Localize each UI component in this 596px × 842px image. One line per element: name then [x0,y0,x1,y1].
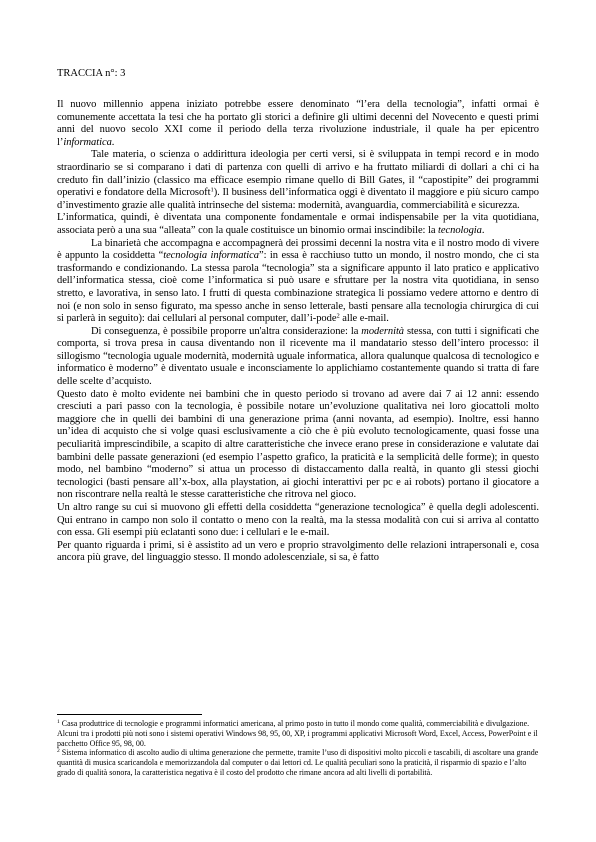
text-run: alle e-mail. [339,313,389,325]
text-run: Questo dato è molto evidente nei bambini che in questo periodo si trovano ad avere dai 7 ai 12 anni: essendo cresciuti a pari passo con la tecnologia, è possibile notare un’evoluzione qualitativa nei loro giocattoli molto maggiore che in quelli dei bambini di una generazione prima (anni novanta, ad esempio). Inoltre, essi hanno un’idea di acquisto che si volge quasi esclusivamente a ciò che è più evoluto tecnologicamente, quasi fosse una peculiarità imprescindibile, a scapito di altre caratteristiche che invece erano prese in considerazione e valutate dai bambini delle passate generazioni (ed esempio l’aspetto grafico, la praticità e la semplicità delle forme); in questo modo, nel bambino “moderno” si attua un processo di distaccamento dalla realtà, in quanto gli stessi giochi tecnologici (basti pensare all’x-box, alla playstation, ai giochi interattivi per pc e ai robots) portano il giocatore a non riscontrare nella realtà le stesse caratteristiche che ritrova nel gioco. [57,388,539,501]
body-paragraph [57,502,539,540]
footnote-text: Sistema informatico di ascolto audio di ultima generazione che permette, tramite l’uso di dispositivi molto piccoli e tascabili, di ascoltare una grande quantità di musica scaricandola e memorizzandola dal computer o dai lettori cd. Le qualità peculiari sono la praticità, il risparmio di spazio e l’alto grado di qualità sonora, la caratteristica negativa è il costo del prodotto che rimane ancora ad alti livelli di portabilità. [57,748,539,777]
text-run: ”: in essa è racchiuso tutto un mondo, il nostro mondo, che ci sta trasformando e condizionando. La stessa parola “tecnologia” sta a significare appunto il lato pratico e applicativo dell’informatica stessa, cioè come l’informatica si può usare e sfruttare per la nostra vita quotidiana, in senso stretto, e lavorativa, in senso lato. I frutti di questa combinazione strategica li possiamo vedere attorno e dentro di noi (e non solo in senso figurato, ma spesso anche in senso letterale, basti pensare alla tecnologia chirurgica di cui si parlerà in seguito): dai cellulari al personal computer, dall’i-pode [57,250,539,325]
body-paragraph [57,540,539,565]
text-run: L’informatica, quindi, è diventata una componente fondamentale e ormai indispensabile per la vita quotidiana, associata però a una sua “alleata” con la quale costituisce un binomio ormai inscindibile: la [57,212,539,236]
body-paragraph [57,238,539,326]
italic-term: informatica [63,136,112,148]
footnote-reference: 2 [336,312,340,320]
italic-term: tecnologia [438,224,482,236]
footnote-number: 1 [57,719,60,725]
footnote-separator [57,714,202,715]
text-run: . [111,136,115,148]
body-paragraph [57,326,539,389]
body-paragraph [57,389,539,502]
footnote-text: Casa produttrice di tecnologie e programmi informatici americana, al primo posto in tutto il mondo come qualità, commerciabilità e divulgazione. Alcuni tra i prodotti più noti sono i sistemi operativi Windows 98, 95, 00, XP, i programmi applicativi Microsoft Word, Excel, Access, PowerPoint e il pacchetto Office 95, 98, 00. [57,719,538,748]
footnote-2 [57,748,539,777]
text-run: Per quanto riguarda i primi, si è assistito ad un vero e proprio stravolgimento delle relazioni intrapersonali e, cosa ancora più grave, del linguaggio stesso. Il mondo adolescenziale, si sa, è fatto [57,539,539,564]
text-run: stessa, con tutti i significati che comporta, si trova presa in causa diventando non il ricevente ma il mandatario stesso dell’intero processo: il sillogismo “tecnologia uguale modernità, modernità uguale informatica, allora qualunque qualcosa di tecnologico e informatico è moderno” è diventato usuale e inconsciamente lo applichiamo costantemente quando si tratta di fare delle scelte d’acquisto. [57,325,539,388]
text-run: La binarietà che accompagna e accompagnerà dei prossimi decenni la nostra vita e il nostro modo di vivere è appunto la cosiddetta “ [57,237,539,262]
body-paragraph [57,149,539,212]
text-run: ). Il business dell’informatica oggi è diventato il maggiore e più sicuro campo d’investimento grazie alle qualità intrinseche del sistema: modernità, avanguardia, commerciabilità e sicurezza. [57,187,539,211]
text-run: Tale materia, o scienza o addirittura ideologia per certi versi, si è sviluppata in tempi record e in modo straordinario se si comparano i dati di partenza con quelli di arrivo e ha fruttato miliardi di dollari a chi ci ha creduto fin dall’inizio (classico ma efficace esempio rimane quello di Bill Gates, il “capostipite” dei programmi operativi e fondatore della Microsoft [57,149,539,199]
footnote-number: 2 [57,748,60,755]
page-title: TRACCIA n°: 3 [57,68,126,79]
text-run: Di conseguenza, è possibile proporre un'altra considerazione: la [91,325,362,337]
italic-term: tecnologia informatica [163,250,259,262]
essay-body [57,99,539,565]
body-paragraph [57,212,539,237]
footnote-1 [57,719,539,748]
italic-term: modernità [361,325,405,337]
text-run: . [481,224,485,236]
body-paragraph [57,99,539,149]
footnote-reference: 1 [210,186,214,194]
footnotes [57,719,539,778]
text-run: Il nuovo millennio appena iniziato potrebbe essere denominato “l’era della tecnologia”, infatti ormai è comunemente accettata la tesi che ha portato gli storici a definire gli ultimi decenni del Novecento e questi primi anni del nuovo secolo XXI come il periodo della terza rivoluzione industriale, il quale ha per epicentro l’ [57,99,539,148]
text-run: Un altro range su cui si muovono gli effetti della cosiddetta “generazione tecnologica” è quella degli adolescenti. Qui entrano in campo non solo il contatto o meno con la realtà, ma la stessa modalità con cui si arriva al contatto con essa. Gli esempi più eclatanti sono due: i cellulari e le e-mail. [57,502,539,539]
